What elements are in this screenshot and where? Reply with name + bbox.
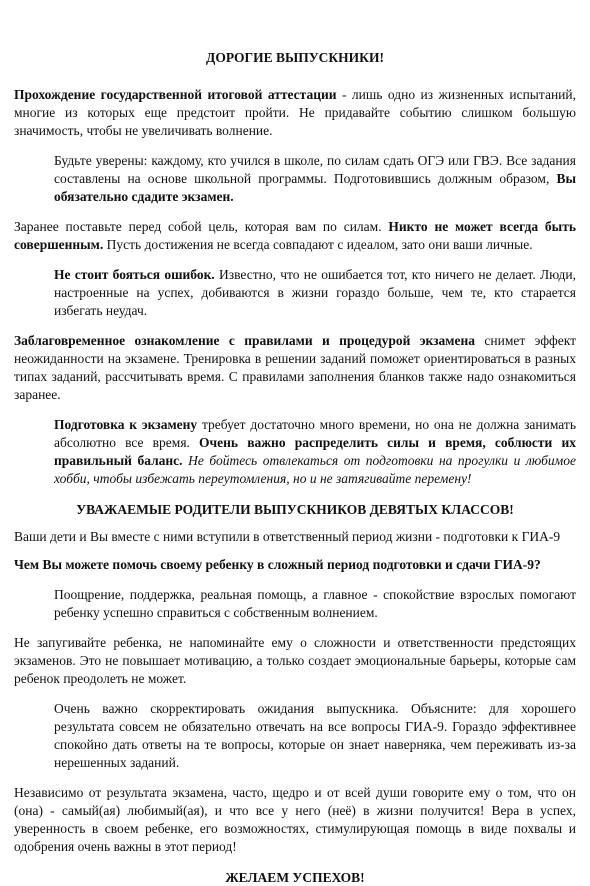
paragraph-1 bbox=[14, 86, 576, 140]
page-title: ДОРОГИЕ ВЫПУСКНИКИ! bbox=[206, 50, 384, 65]
paragraph-4-text: Известно, что не ошибается тот, кто ничего не делает. Люди, настроенные на успех, добиваются в жизни гораздо больше, чем те, кто старается избегать неудач. bbox=[54, 267, 576, 318]
paragraph-9: Поощрение, поддержка, реальная помощь, а главное - спокойствие взрослых помогают ребенку успешно справиться с собственным волнением. bbox=[54, 587, 576, 620]
paragraph-4-bold: Не стоит бояться ошибок. bbox=[54, 267, 215, 282]
paragraph-2-text: Будьте уверены: каждому, кто учился в школе, по силам сдать ОГЭ или ГВЭ. Все задания составлены на основе школьной программы. Подготовившись должным образом, bbox=[54, 153, 576, 186]
closing-title: ЖЕЛАЕМ УСПЕХОВ! bbox=[225, 870, 365, 885]
paragraph-2 bbox=[14, 152, 576, 206]
document-page bbox=[14, 0, 576, 886]
paragraph-1-text: - лишь одно из жизненных испытаний, многие из которых еще предстоит пройти. Не придавайте событию слишком большую значимость, чтобы не увеличивать волнение. bbox=[14, 87, 576, 138]
paragraph-6-text: требует достаточно много времени, но она не должна занимать абсолютно все время. bbox=[54, 417, 576, 450]
paragraph-5-text: снимет эффект неожиданности на экзамене. Тренировка в решении заданий поможет ориентироваться в разных типах заданий, рассчитывать время. С правилами заполнения бланков также надо ознакомиться заранее. bbox=[14, 333, 577, 402]
paragraph-6-italic: Не бойтесь отвлекаться от подготовки на прогулки и любимое хобби, чтобы избежать переутомления, но и не затягивайте перемену! bbox=[54, 453, 576, 486]
paragraph-5 bbox=[14, 332, 576, 404]
paragraph-6-bold-2: Очень важно распределить силы и время, соблюсти их правильный баланс. bbox=[54, 435, 576, 468]
paragraph-11: Очень важно скорректировать ожидания выпускника. Объясните: для хорошего результата совсем не обязательно отвечать на все вопросы ГИА-9. Гораздо эффективнее спокойно дать ответы на те вопросы, которые он знает наверняка, чем переживать из-за нерешенных заданий. bbox=[54, 701, 576, 770]
paragraph-12: Независимо от результата экзамена, часто, щедро и от всей души говорите ему о том, что он (она) - самый(ая) любимый(ая), и что все у него (неё) в жизни получится! Вера в успех, уверенность в своем ребенке, его возможностях, стимулирующая помощь в виде похвалы и одобрения очень важны в этот период! bbox=[14, 785, 576, 854]
paragraph-6-bold-1: Подготовка к экзамену bbox=[54, 417, 198, 432]
paragraph-1-bold: Прохождение государственной итоговой аттестации bbox=[14, 87, 337, 102]
paragraph-3-text: Заранее поставьте перед собой цель, которая вам по силам. bbox=[14, 219, 389, 234]
paragraph-5-bold: Заблаговременное ознакомление с правилами и процедурой экзамена bbox=[14, 333, 476, 348]
paragraph-3 bbox=[14, 218, 576, 254]
paragraph-6 bbox=[14, 416, 576, 488]
paragraph-4 bbox=[14, 266, 576, 320]
paragraph-8: Чем Вы можете помочь своему ребенку в сложный период подготовки и сдачи ГИА-9? bbox=[14, 557, 541, 572]
paragraph-7: Ваши дети и Вы вместе с ними вступили в ответственный период жизни - подготовки к ГИА-9 bbox=[14, 529, 561, 544]
parents-title: УВАЖАЕМЫЕ РОДИТЕЛИ ВЫПУСКНИКОВ ДЕВЯТЫХ КЛАССОВ! bbox=[76, 502, 514, 517]
paragraph-3-rest: Пусть достижения не всегда совпадают с идеалом, зато они ваши личные. bbox=[103, 237, 533, 252]
paragraph-10: Не запугивайте ребенка, не напоминайте ему о сложности и ответственности предстоящих экзаменов. Это не повышает мотивацию, а только создает эмоциональные барьеры, которые сам ребенок преодолеть не может. bbox=[14, 635, 576, 686]
paragraph-2-bold: Вы обязательно сдадите экзамен. bbox=[54, 171, 576, 204]
paragraph-3-bold: Никто не может всегда быть совершенным. bbox=[14, 219, 576, 252]
